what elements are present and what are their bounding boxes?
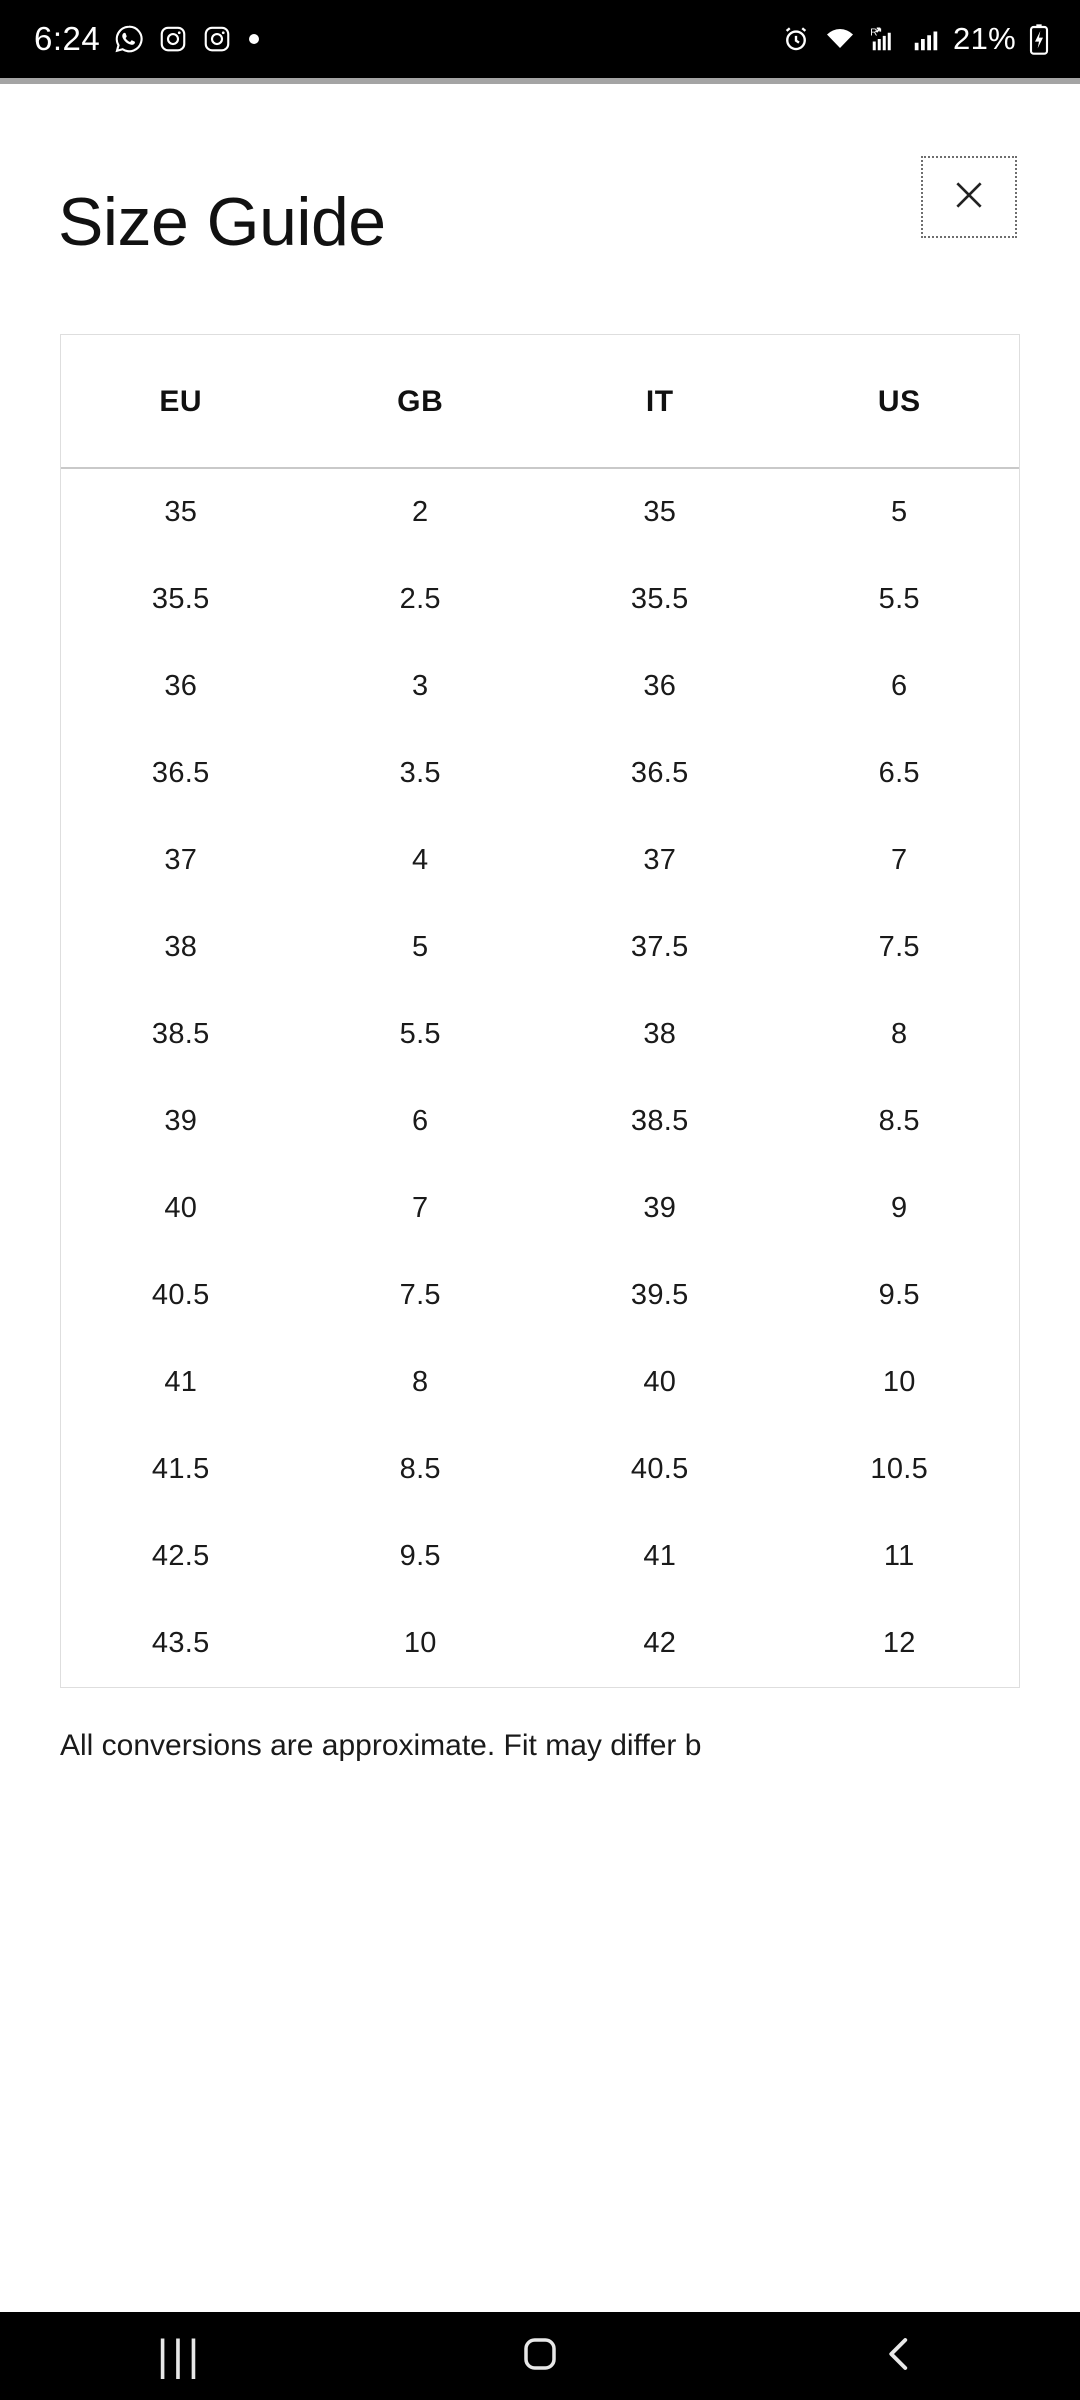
table-row (61, 643, 1019, 730)
cell-gb: 9.5 (399, 1540, 441, 1572)
status-bar-right (781, 0, 1050, 78)
recents-icon: ||| (156, 2331, 204, 2380)
instagram-icon (202, 24, 232, 54)
cell-it: 40.5 (630, 1453, 689, 1485)
cell-gb: 2 (412, 496, 429, 528)
cell-eu: 42.5 (151, 1540, 210, 1572)
modal-header (0, 84, 1080, 334)
column-header-it: IT (540, 335, 780, 468)
column-header-gb: GB (301, 335, 541, 468)
table-footnote: All conversions are approximate. Fit may differ b (60, 1729, 702, 1762)
back-button[interactable] (840, 2312, 960, 2400)
cell-gb: 7.5 (399, 1279, 441, 1311)
cell-us: 7 (891, 844, 908, 876)
table-row (61, 904, 1019, 991)
cell-us: 9 (891, 1192, 908, 1224)
table-row (61, 991, 1019, 1078)
cell-eu: 41.5 (151, 1453, 210, 1485)
cell-us: 9.5 (878, 1279, 920, 1311)
table-row (61, 1252, 1019, 1339)
cell-eu: 40 (164, 1192, 198, 1224)
table-row (61, 468, 1019, 556)
back-icon (879, 2333, 921, 2380)
cell-us: 8 (891, 1018, 908, 1050)
table-row (61, 1513, 1019, 1600)
cell-us: 10 (882, 1366, 916, 1398)
instagram-icon (158, 24, 188, 54)
column-header-eu: EU (61, 335, 301, 468)
signal-roaming-icon (869, 24, 899, 54)
cell-it: 39.5 (630, 1279, 689, 1311)
table-row (61, 1165, 1019, 1252)
table-row (61, 1078, 1019, 1165)
cell-us: 5.5 (878, 583, 920, 615)
cell-us: 8.5 (878, 1105, 920, 1137)
cell-eu: 40.5 (151, 1279, 210, 1311)
cell-it: 42 (643, 1627, 677, 1659)
whatsapp-icon (114, 24, 144, 54)
cell-it: 37.5 (630, 931, 689, 963)
android-navigation-bar (0, 2312, 1080, 2400)
table-row (61, 817, 1019, 904)
close-icon (949, 175, 989, 220)
table-row (61, 1600, 1019, 1687)
cell-it: 36.5 (630, 757, 689, 789)
status-bar-left (34, 20, 262, 58)
size-guide-table (60, 334, 1020, 1688)
table-body (61, 468, 1019, 1687)
svg-text:R: R (870, 27, 878, 39)
cell-gb: 8 (412, 1366, 429, 1398)
cell-eu: 38.5 (151, 1018, 210, 1050)
cell-us: 12 (882, 1627, 916, 1659)
dot-icon (246, 31, 262, 47)
table-row (61, 556, 1019, 643)
cell-it: 35.5 (630, 583, 689, 615)
cell-gb: 5.5 (399, 1018, 441, 1050)
cell-it: 41 (643, 1540, 677, 1572)
cell-gb: 7 (412, 1192, 429, 1224)
cell-us: 11 (883, 1540, 915, 1572)
cell-us: 10.5 (870, 1453, 929, 1485)
wifi-icon (823, 24, 857, 54)
home-icon (519, 2333, 561, 2380)
cell-us: 7.5 (878, 931, 920, 963)
cell-gb: 3.5 (399, 757, 441, 789)
signal-icon (911, 24, 941, 54)
cell-eu: 38 (164, 931, 198, 963)
cell-gb: 10 (403, 1627, 437, 1659)
battery-charging-icon (1028, 23, 1050, 55)
close-button[interactable] (921, 156, 1017, 238)
cell-it: 40 (643, 1366, 677, 1398)
cell-it: 37 (643, 844, 677, 876)
cell-us: 5 (891, 496, 908, 528)
status-clock: 6:24 (34, 20, 101, 57)
cell-gb: 2.5 (399, 583, 441, 615)
cell-eu: 35.5 (151, 583, 210, 615)
cell-us: 6 (891, 670, 908, 702)
table-row (61, 730, 1019, 817)
cell-gb: 6 (412, 1105, 429, 1137)
cell-eu: 41 (164, 1366, 198, 1398)
cell-gb: 3 (412, 670, 429, 702)
alarm-icon (781, 24, 811, 54)
cell-eu: 39 (164, 1105, 198, 1137)
cell-eu: 36 (164, 670, 198, 702)
battery-percentage: 21% (953, 21, 1016, 56)
cell-it: 38 (643, 1018, 677, 1050)
page-title: Size Guide (58, 184, 386, 260)
cell-gb: 5 (412, 931, 429, 963)
cell-gb: 8.5 (399, 1453, 441, 1485)
table-row (61, 1339, 1019, 1426)
cell-eu: 37 (164, 844, 198, 876)
cell-it: 38.5 (630, 1105, 689, 1137)
cell-it: 35 (643, 496, 677, 528)
status-bar (0, 0, 1080, 78)
cell-gb: 4 (412, 844, 429, 876)
home-button[interactable] (480, 2312, 600, 2400)
column-header-us: US (780, 335, 1020, 468)
table-header-row (61, 335, 1019, 468)
cell-eu: 43.5 (151, 1627, 210, 1659)
cell-us: 6.5 (878, 757, 920, 789)
recents-button[interactable] (120, 2312, 240, 2400)
cell-it: 36 (643, 670, 677, 702)
cell-eu: 36.5 (151, 757, 210, 789)
table-row (61, 1426, 1019, 1513)
cell-eu: 35 (164, 496, 198, 528)
page-content (0, 78, 1080, 2312)
cell-it: 39 (643, 1192, 677, 1224)
